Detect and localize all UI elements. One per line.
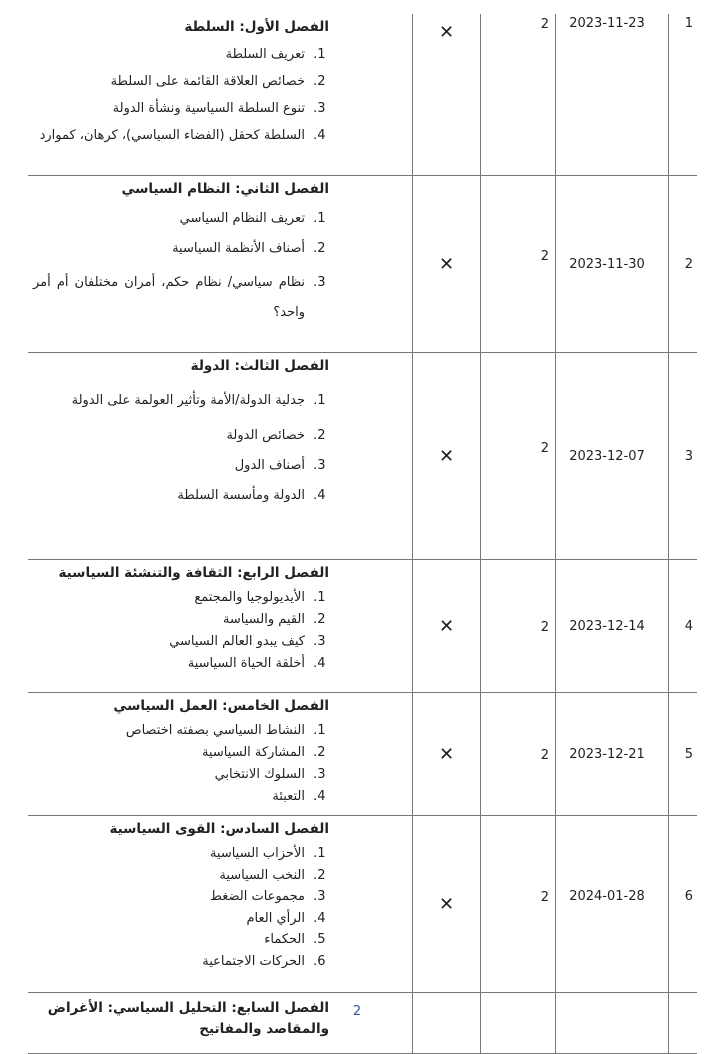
list-item: 1. النشاط السياسي بصفته اختصاص <box>33 720 309 742</box>
hours-cell: 2 <box>481 693 556 816</box>
row-number: 1 <box>669 14 698 176</box>
row-number: 3 <box>669 353 698 560</box>
hours-cell: 2 <box>481 560 556 693</box>
blank-cell <box>334 693 413 816</box>
close-icon: ✕ <box>413 14 481 176</box>
chapter-title: الفصل السابع: التحليل السياسي: الأغراض والمقاصد والمفاتيح <box>47 1000 329 1037</box>
list-item: 3. تنوع السلطة السياسية ونشأة الدولة <box>33 99 309 119</box>
content-cell <box>28 353 334 560</box>
row-number: 2 <box>669 176 698 353</box>
topic-list <box>33 385 329 507</box>
page-number: 2 <box>352 1004 362 1019</box>
close-icon: ✕ <box>413 816 481 993</box>
table-row <box>28 993 697 1054</box>
close-icon: ✕ <box>413 176 481 353</box>
row-number <box>669 993 698 1054</box>
date-cell: 2024-01-28 <box>556 816 669 993</box>
list-item: 1. الأحزاب السياسية <box>33 843 309 865</box>
table-row <box>28 816 697 993</box>
list-item: 3. مجموعات الضغط <box>33 886 309 908</box>
schedule-table <box>28 14 697 1054</box>
list-item: 1. تعريف النظام السياسي <box>33 208 309 230</box>
list-item: 3. أصناف الدول <box>33 455 309 477</box>
list-item: 6. الحركات الاجتماعية <box>33 951 309 973</box>
table-row <box>28 14 697 176</box>
topic-list <box>33 208 329 328</box>
blank-cell <box>334 176 413 353</box>
mark-cell <box>413 993 481 1054</box>
hours-cell <box>481 993 556 1054</box>
row-number: 4 <box>669 560 698 693</box>
date-cell: 2023-11-23 <box>556 14 669 176</box>
chapter-title: الفصل السادس: القوى السياسية <box>109 821 329 837</box>
list-item: 1. جدلية الدولة/الأمة وتأثير العولمة على الدولة <box>33 385 309 417</box>
table-row <box>28 353 697 560</box>
row-number: 5 <box>669 693 698 816</box>
list-item: 1. تعريف السلطة <box>33 45 309 65</box>
date-cell: 2023-12-07 <box>556 353 669 560</box>
hours-cell: 2 <box>481 816 556 993</box>
topic-list <box>33 843 329 972</box>
blank-cell <box>334 816 413 993</box>
content-cell <box>28 176 334 353</box>
content-cell <box>28 560 334 693</box>
topic-list <box>33 720 329 808</box>
content-cell <box>28 816 334 993</box>
topic-list <box>33 587 329 675</box>
chapter-title: الفصل الثاني: النظام السياسي <box>121 181 329 197</box>
list-item: 2. النخب السياسية <box>33 865 309 887</box>
table-row <box>28 560 697 693</box>
chapter-title: الفصل الخامس: العمل السياسي <box>113 698 329 714</box>
list-item: 3. كيف يبدو العالم السياسي <box>33 631 309 653</box>
close-icon: ✕ <box>413 693 481 816</box>
list-item: 2. المشاركة السياسية <box>33 742 309 764</box>
list-item: 2. أصناف الأنظمة السياسية <box>33 238 309 260</box>
content-cell <box>28 693 334 816</box>
date-cell: 2023-12-21 <box>556 693 669 816</box>
table-row <box>28 176 697 353</box>
list-item: 4. الدولة ومأسسة السلطة <box>33 485 309 507</box>
list-item: 2. القيم والسياسة <box>33 609 309 631</box>
row-number: 6 <box>669 816 698 993</box>
date-cell <box>556 993 669 1054</box>
blank-cell <box>334 353 413 560</box>
chapter-title: الفصل الرابع: الثقافة والتنشئة السياسية <box>58 565 329 581</box>
close-icon: ✕ <box>413 560 481 693</box>
chapter-title: الفصل الأول: السلطة <box>184 19 329 35</box>
chapter-title: الفصل الثالث: الدولة <box>190 358 329 374</box>
list-item: 4. أخلقة الحياة السياسية <box>33 653 309 675</box>
date-cell: 2023-12-14 <box>556 560 669 693</box>
blank-cell <box>334 993 413 1054</box>
content-cell <box>28 993 334 1054</box>
list-item: 2. خصائص العلاقة القائمة على السلطة <box>33 72 309 92</box>
blank-cell <box>334 14 413 176</box>
list-item: 2. خصائص الدولة <box>33 425 309 447</box>
list-item: 5. الحكماء <box>33 929 309 951</box>
hours-cell: 2 <box>481 14 556 176</box>
content-cell <box>28 14 334 176</box>
list-item: 4. التعبئة <box>33 786 309 808</box>
close-icon: ✕ <box>413 353 481 560</box>
list-item: 3. السلوك الانتخابي <box>33 764 309 786</box>
topic-list <box>33 45 329 146</box>
date-cell: 2023-11-30 <box>556 176 669 353</box>
hours-cell: 2 <box>481 353 556 560</box>
list-item: 3. نظام سياسي/ نظام حكم، أمران مختلفان أم أمر واحد؟ <box>33 268 309 328</box>
blank-cell <box>334 560 413 693</box>
table-row <box>28 693 697 816</box>
list-item: 4. الرأي العام <box>33 908 309 930</box>
list-item: 4. السلطة كحقل (الفضاء السياسي)، كرهان، كموارد <box>33 126 309 146</box>
list-item: 1. الأيديولوجيا والمجتمع <box>33 587 309 609</box>
hours-cell: 2 <box>481 176 556 353</box>
